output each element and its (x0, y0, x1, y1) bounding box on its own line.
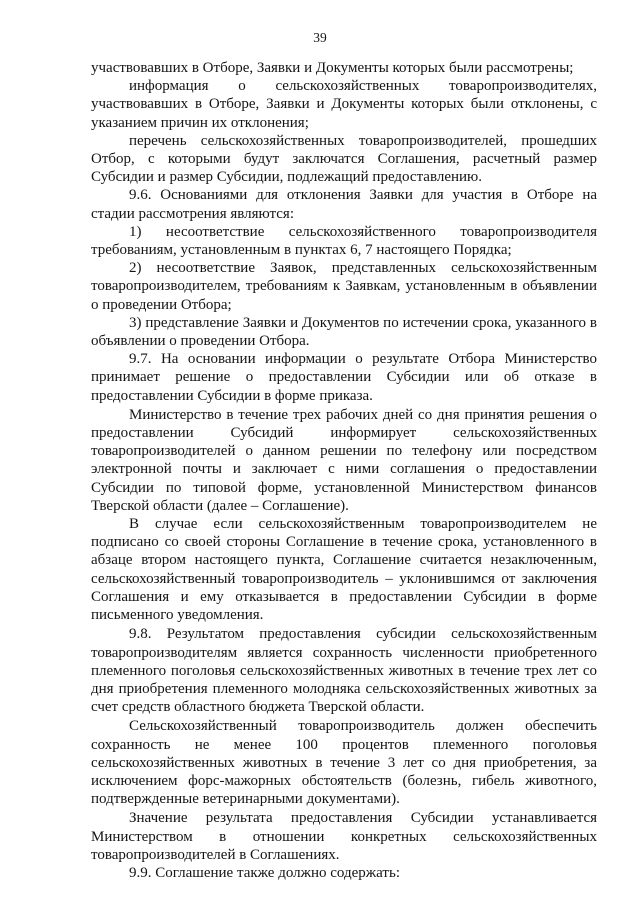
paragraph: 2) несоответствие Заявок, представленных сельскохозяйственным товаропроизводителем, требованиям к Заявкам, установленным в объявлении о проведении Отбора; (91, 260, 597, 313)
paragraph: Министерство в течение трех рабочих дней со дня принятия решения о предоставлении Субсидий информирует сельскохозяйственных товаропроизводителей о данном решении по телефону или посредством электронной почты и заключает с ними соглашения о предоставлении Субсидии по типовой форме, установленной Министерством финансов Тверской области (далее – Соглашение). (91, 406, 597, 514)
paragraph: Сельскохозяйственный товаропроизводитель должен обеспечить сохранность не менее 100 процентов племенного поголовья сельскохозяйственных животных в течение 3 лет со дня приобретения, за исключением форс-мажорных обстоятельств (болезнь, гибель животного, подтвержденные ветеринарными документами). (91, 718, 597, 808)
paragraph: Значение результата предоставления Субсидии устанавливается Министерством в отношении конкретных сельскохозяйственных товаропроизводителей в Соглашениях. (91, 810, 597, 863)
paragraph: перечень сельскохозяйственных товаропроизводителей, прошедших Отбор, с которыми будут заключатся Соглашения, расчетный размер Субсидии и размер Субсидии, подлежащий предоставлению. (91, 132, 597, 186)
paragraph: информация о сельскохозяйственных товаропроизводителях, участвовавших в Отборе, Заявки и Документы которых были отклонены, с указанием причин их отклонения; (91, 78, 597, 131)
paragraph: В случае если сельскохозяйственным товаропроизводителем не подписано со своей стороны Соглашение в течение срока, установленного в абзаце втором настоящего пункта, Соглашение считается незаключенным, сельскохозяйственный товаропроизводитель – уклонившимся от заключения Соглашения и ему отказывается в предоставлении Субсидии в форме письменного уведомления. (91, 516, 597, 624)
paragraph: 9.8. Результатом предоставления субсидии сельскохозяйственным товаропроизводителям является сохранность численности приобретенного племенного поголовья сельскохозяйственных животных в течение трех лет со дня приобретения племенного молодняка сельскохозяйственных животных за счет средств областного бюджета Тверской области. (91, 626, 597, 716)
paragraph: 9.6. Основаниями для отклонения Заявки для участия в Отборе на стадии рассмотрения являются: (91, 187, 597, 222)
paragraph: 3) представление Заявки и Документов по истечении срока, указанного в объявлении о проведении Отбора. (91, 314, 597, 350)
page-number: 39 (313, 30, 327, 45)
paragraph: 1) несоответствие сельскохозяйственного товаропроизводителя требованиям, установленным в пунктах 6, 7 настоящего Порядка; (91, 223, 597, 259)
paragraph: участвовавших в Отборе, Заявки и Документы которых были рассмотрены; (91, 60, 574, 76)
document-body (91, 59, 597, 882)
paragraph: 9.9. Соглашение также должно содержать: (129, 864, 400, 881)
paragraph: 9.7. На основании информации о результате Отбора Министерство принимает решение о предоставлении Субсидии или об отказе в предоставлении Субсидии в форме приказа. (91, 351, 597, 404)
